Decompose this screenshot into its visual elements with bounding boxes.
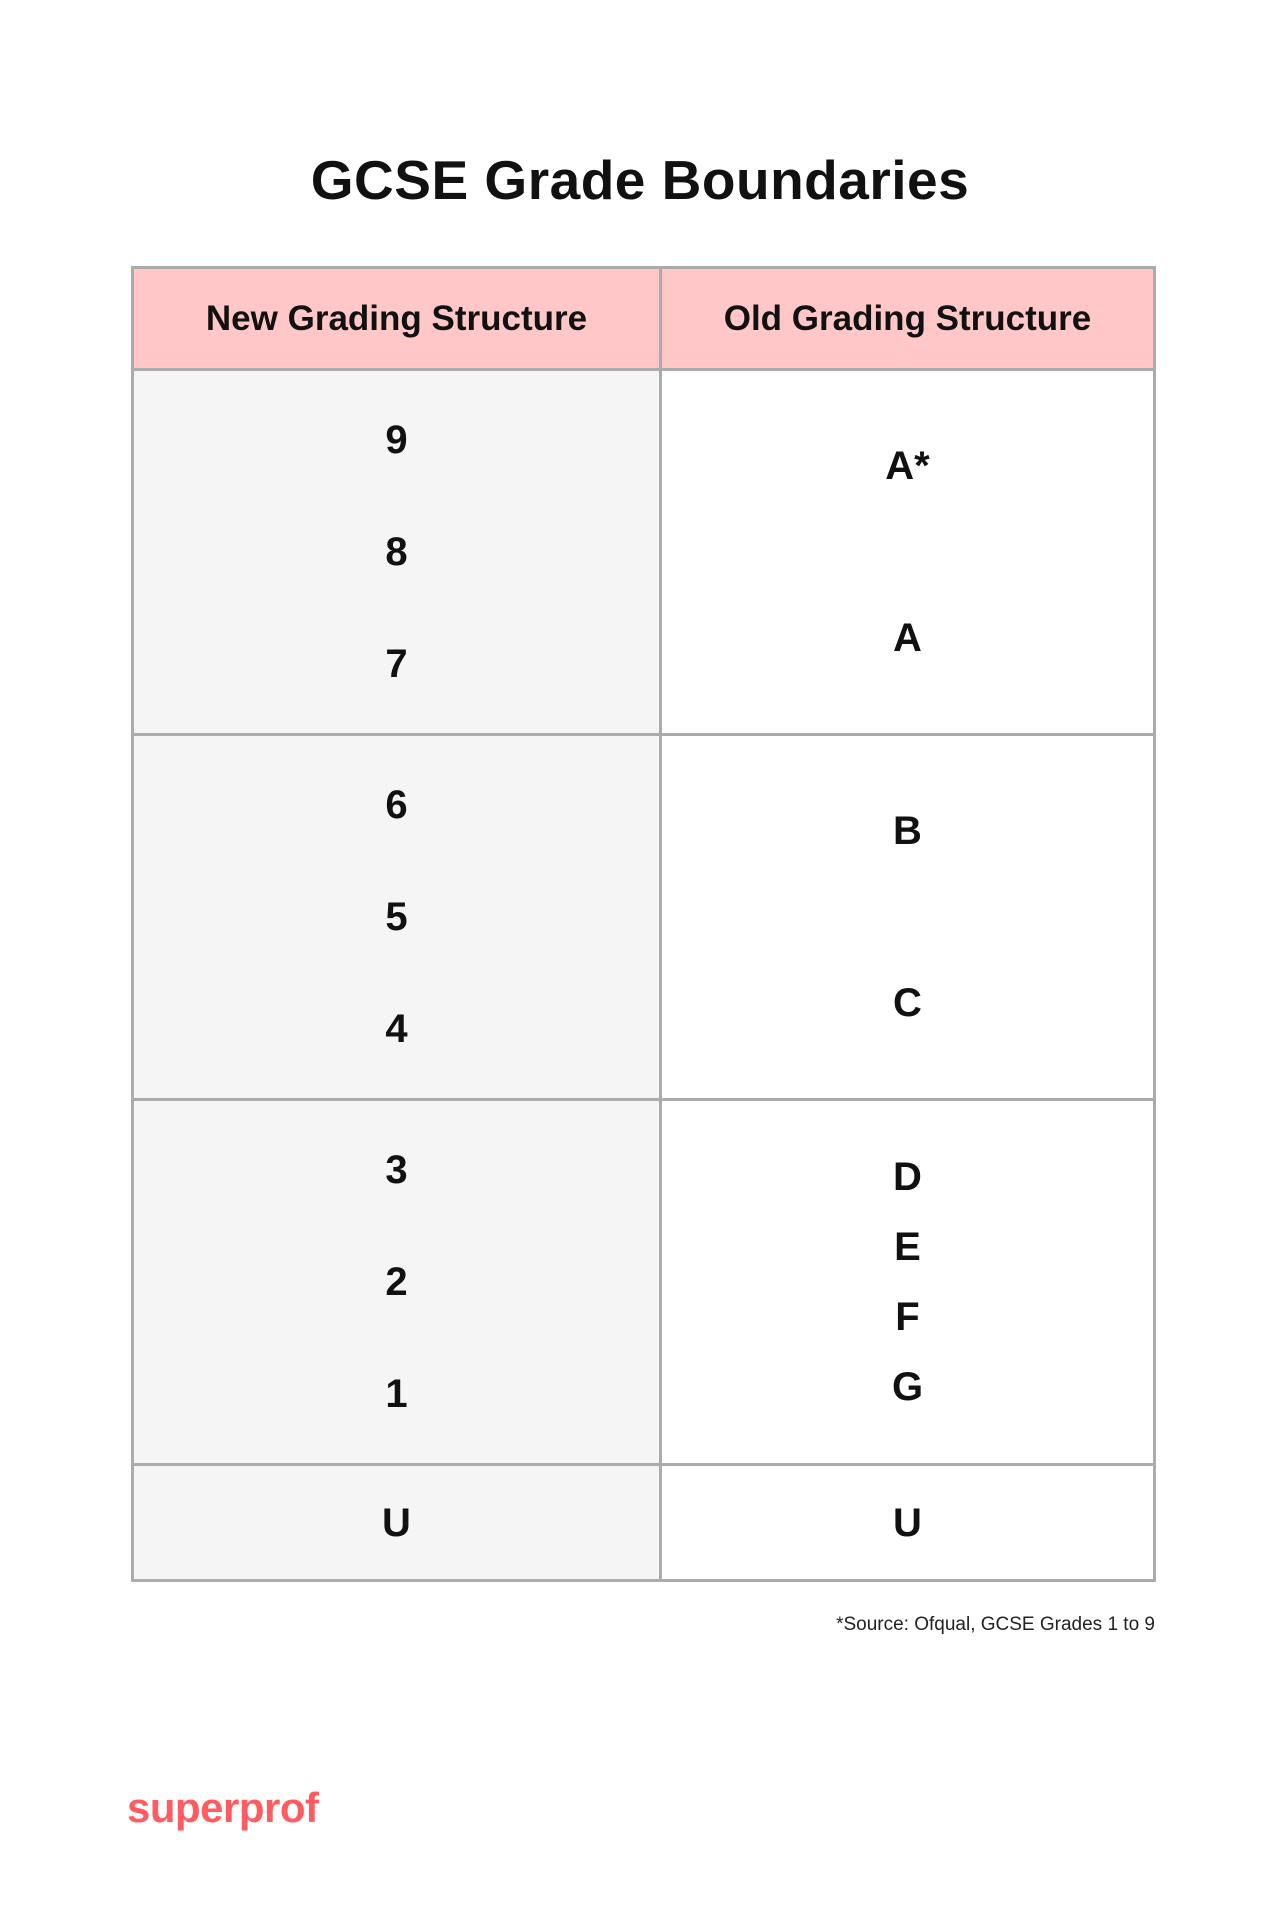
header-new-grading: New Grading Structure [133, 268, 661, 370]
table-row [133, 735, 1155, 1100]
old-grade: C [893, 981, 922, 1025]
new-grade: 8 [385, 530, 408, 574]
new-grades-cell [133, 1465, 661, 1581]
new-grade: 4 [385, 1007, 408, 1051]
old-grade: A [893, 616, 922, 660]
old-grade: E [894, 1225, 921, 1269]
source-note: *Source: Ofqual, GCSE Grades 1 to 9 [836, 1614, 1155, 1635]
new-grade: 9 [385, 418, 408, 462]
new-grade: 3 [385, 1148, 408, 1192]
table-row [133, 1465, 1155, 1581]
page-title: GCSE Grade Boundaries [310, 149, 970, 211]
old-grades-cell [661, 735, 1155, 1100]
new-grades-cell [133, 1100, 661, 1465]
old-grades-cell [661, 1465, 1155, 1581]
old-grade: U [893, 1500, 922, 1545]
table-row [133, 1100, 1155, 1465]
grade-comparison-table [131, 266, 1156, 1582]
new-grade: 5 [385, 895, 408, 939]
new-grades-cell [133, 735, 661, 1100]
old-grades-cell [661, 1100, 1155, 1465]
table-header-row [133, 268, 1155, 370]
old-grade: G [891, 1365, 924, 1409]
new-grade: 1 [385, 1372, 408, 1416]
old-grades-cell [661, 370, 1155, 735]
new-grades-cell [133, 370, 661, 735]
header-old-grading: Old Grading Structure [661, 268, 1155, 370]
old-grade: A* [885, 444, 930, 488]
new-grade: 6 [385, 783, 408, 827]
old-grade: B [893, 809, 922, 853]
table-row [133, 370, 1155, 735]
old-grade: D [893, 1155, 922, 1199]
new-grade: U [382, 1500, 411, 1545]
superprof-logo: superprof [127, 1784, 319, 1831]
old-grade: F [895, 1295, 920, 1339]
new-grade: 2 [385, 1260, 408, 1304]
new-grade: 7 [385, 642, 408, 686]
